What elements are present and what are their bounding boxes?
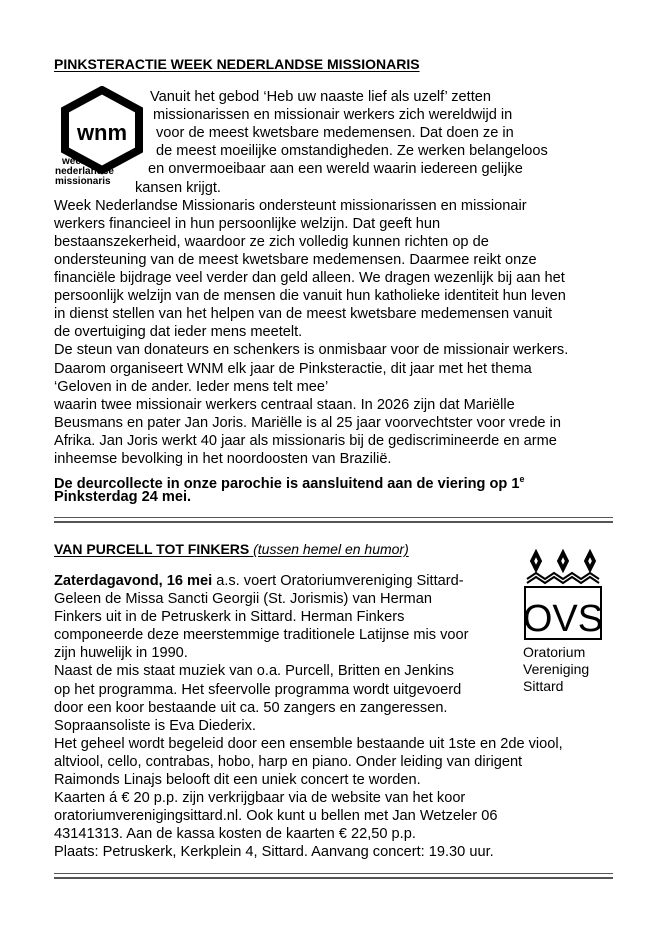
article-1-line: de overtuiging dat ieder mens meetelt. bbox=[54, 324, 303, 341]
article-1-line: in dienst stellen van het helpen van de meest kwetsbare medemensen vanuit bbox=[54, 306, 553, 323]
article-2-first-line bbox=[54, 572, 464, 590]
wnm-logo-caption-2: nederlandse bbox=[55, 166, 114, 177]
article-1-line: Beusmans en pater Jan Joris. Mariëlle is al 25 jaar voorvechtster voor vrede in bbox=[54, 414, 561, 431]
article-1-line: persoonlijk welzijn van de mensen die vanuit hun katholieke identiteit hun leven bbox=[54, 288, 566, 305]
ovs-caption-3: Sittard bbox=[523, 678, 564, 694]
closing-superscript: e bbox=[519, 474, 525, 484]
article-1-line: ondersteuning van de meest kwetsbare medemensen. Daarmee reikt onze bbox=[54, 251, 537, 268]
article-1-line: waarin twee missionair werkers centraal staan. In 2026 zijn dat Mariëlle bbox=[54, 396, 515, 413]
article-2-line: op het programma. Het sfeervolle programma wordt uitgevoerd bbox=[54, 681, 462, 698]
ovs-caption-2: Vereniging bbox=[523, 661, 590, 677]
article-1-line: missionarissen en missionair werkers zich wereldwijd in bbox=[153, 107, 513, 124]
article-2-line: Sopraansoliste is Eva Diederix. bbox=[54, 717, 256, 734]
article-2-line: Finkers uit in de Petruskerk in Sittard. Herman Finkers bbox=[54, 609, 405, 626]
svg-text:OVS: OVS bbox=[522, 598, 604, 640]
divider-2-top bbox=[54, 873, 613, 874]
article-1-line: ‘Geloven in de ander. Ieder mens telt mee’ bbox=[54, 378, 329, 395]
article-1-line: bestaanszekerheid, waardoor ze zich volledig kunnen richten op de bbox=[54, 233, 489, 250]
article-1-line: de meest moeilijke omstandigheden. Ze werken belangeloos bbox=[156, 143, 548, 160]
ovs-logo-mark bbox=[521, 543, 605, 643]
article-1-line: De steun van donateurs en schenkers is onmisbaar voor de missionair werkers. bbox=[54, 342, 569, 359]
article-2-subtitle: (tussen hemel en humor) bbox=[253, 541, 409, 557]
divider-1-top bbox=[54, 517, 613, 518]
article-2-line: Het geheel wordt begeleid door een ensemble bestaande uit 1ste en 2de viool, bbox=[54, 735, 563, 752]
article-1-line: kansen krijgt. bbox=[135, 179, 221, 196]
article-1-line: inheemse bevolking in het noordoosten van Brazilië. bbox=[54, 451, 392, 467]
article-2-line: oratoriumverenigingsittard.nl. Ook kunt u bellen met Jan Wetzeler 06 bbox=[54, 808, 498, 825]
article-2-line: door een koor bestaande uit ca. 50 zangers en zangeressen. bbox=[54, 699, 448, 716]
article-2-line: componeerde deze meerstemmige traditionele Latijnse mis voor bbox=[54, 627, 469, 644]
event-date: Zaterdagavond, 16 mei bbox=[54, 573, 213, 589]
svg-text:wnm: wnm bbox=[76, 120, 128, 145]
divider-1-bottom bbox=[54, 521, 613, 523]
article-2-title-text: VAN PURCELL TOT FINKERS bbox=[54, 541, 250, 557]
article-1-line: voor de meest kwetsbare medemensen. Dat doen ze in bbox=[156, 125, 514, 142]
article-2-line: altviool, cello, contrabas, hobo, harp en piano. Onder leiding van dirigent bbox=[54, 753, 523, 770]
article-2-line: Plaats: Petruskerk, Kerkplein 4, Sittard. Aanvang concert: 19.30 uur. bbox=[54, 844, 494, 861]
ovs-caption-1: Oratorium bbox=[523, 644, 586, 660]
article-2-line: zijn huwelijk in 1990. bbox=[54, 645, 188, 662]
wnm-logo-caption-1: week bbox=[62, 156, 87, 167]
wnm-logo-caption-3: missionaris bbox=[55, 176, 111, 187]
article-1-line: Daarom organiseert WNM elk jaar de Pinksteractie, dit jaar met het thema bbox=[54, 360, 532, 377]
article-1-line: Afrika. Jan Joris werkt 40 jaar als missionaris bij de gediscrimineerde en arme bbox=[54, 432, 557, 449]
article-2-line: Raimonds Linajs belooft dit een uniek concert te worden. bbox=[54, 772, 421, 788]
article-2-line: Kaarten á € 20 p.p. zijn verkrijgbaar via de website van het koor bbox=[54, 790, 466, 807]
article-2-line: Naast de mis staat muziek van o.a. Purcell, Britten en Jenkins bbox=[54, 663, 454, 680]
first-line-rest: a.s. voert Oratoriumvereniging Sittard- bbox=[212, 573, 464, 589]
closing-text: De deurcollecte in onze parochie is aansluitend aan de viering op 1 bbox=[54, 475, 520, 492]
article-1-title: PINKSTERACTIE WEEK NEDERLANDSE MISSIONARIS bbox=[54, 56, 420, 72]
divider-2-bottom bbox=[54, 877, 613, 879]
article-2-title bbox=[54, 541, 409, 557]
ovs-logo bbox=[521, 543, 605, 643]
article-1-line: en onvermoeibaar aan een wereld waarin iedereen gelijke bbox=[148, 161, 523, 178]
article-1-line: Vanuit het gebod ‘Heb uw naaste lief als uzelf’ zetten bbox=[150, 89, 492, 105]
article-2-line: 43141313. Aan de kassa kosten de kaarten € 22,50 p.p. bbox=[54, 826, 416, 843]
article-2-line: Geleen de Missa Sancti Georgii (St. Jorismis) van Herman bbox=[54, 591, 432, 607]
article-1-line: Week Nederlandse Missionaris ondersteunt missionarissen en missionair bbox=[54, 197, 527, 214]
article-1-line: werkers financieel in hun persoonlijke welzijn. Dat geeft hun bbox=[54, 215, 441, 232]
article-1-line: financiële bijdrage veel verder dan geld alleen. We dragen wezenlijk bij aan het bbox=[54, 270, 565, 286]
article-1-closing-line-2: Pinksterdag 24 mei. bbox=[54, 489, 192, 505]
